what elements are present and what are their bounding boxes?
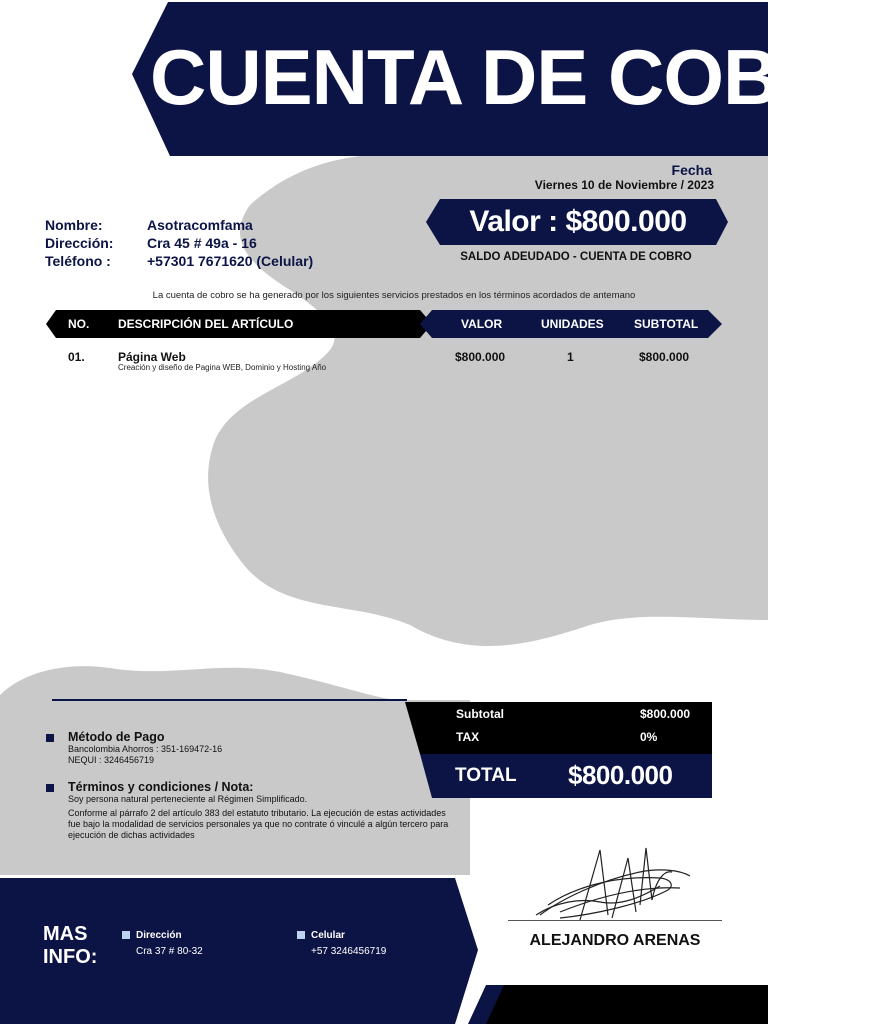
row-subtotal: $800.000 <box>639 350 690 364</box>
row-no: 01. <box>68 350 85 364</box>
tax-label: TAX <box>456 730 480 744</box>
col-header-subtotal: SUBTOTAL <box>634 317 699 331</box>
signature-line <box>508 920 722 921</box>
client-address: Cra 45 # 49a - 16 <box>147 235 257 251</box>
row-value: $800.000 <box>455 350 506 364</box>
terms-paragraph: Conforme al párrafo 2 del artículo 383 del estatuto tributario. La ejecución de estas actividades fue bajo la modalidad de servicios personales ya que no contrate ó vinculé a algún tercero para ejecución de dichas actividades <box>68 808 449 840</box>
row-item: Página Web <box>118 350 186 364</box>
subtotal-value: $800.000 <box>640 707 691 721</box>
date-label: Fecha <box>671 162 712 178</box>
terms-line-1: Soy persona natural perteneciente al Régimen Simplificado. <box>68 794 308 804</box>
client-phone-label: Teléfono : <box>45 253 111 269</box>
payment-line-1: Bancolombia Ahorros : 351-169472-16 <box>68 744 223 754</box>
date-value: Viernes 10 de Noviembre / 2023 <box>534 178 714 192</box>
terms-title: Términos y condiciones / Nota: <box>68 780 254 794</box>
phone-bullet-icon <box>297 931 305 939</box>
signature-name: ALEJANDRO ARENAS <box>529 932 701 949</box>
payment-title: Método de Pago <box>68 730 165 744</box>
client-name: Asotracomfama <box>147 217 253 233</box>
payment-line-2: NEQUI : 3246456719 <box>68 755 155 765</box>
total-value: $800.000 <box>568 760 673 790</box>
col-header-description: DESCRIPCIÓN DEL ARTÍCULO <box>118 317 294 331</box>
footer-stripe-black <box>486 985 768 1024</box>
subtotal-label: Subtotal <box>456 707 504 721</box>
total-label: TOTAL <box>455 765 517 786</box>
row-units: 1 <box>567 350 574 364</box>
divider-line <box>52 699 407 701</box>
amount-banner-text: Valor : $800.000 <box>469 205 687 238</box>
row-detail: Creación y diseño de Pagina WEB, Dominio y Hosting Año <box>118 363 327 372</box>
signature-scribble <box>536 848 690 920</box>
amount-caption: SALDO ADEUDADO - CUENTA DE COBRO <box>460 251 692 263</box>
intro-text: La cuenta de cobro se ha generado por los siguientes servicios prestados en los términos acordados de antemano <box>152 290 636 301</box>
gray-blob-bottom <box>0 666 470 875</box>
client-phone: +57301 7671620 (Celular) <box>147 253 314 269</box>
col-header-value: VALOR <box>461 317 503 331</box>
col-header-no: NO. <box>68 317 90 331</box>
document-title: CUENTA DE COBRO <box>150 33 893 121</box>
terms-bullet-icon <box>46 784 54 792</box>
footer-phone: +57 3246456719 <box>311 946 387 957</box>
col-header-units: UNIDADES <box>541 317 604 331</box>
client-address-label: Dirección: <box>45 235 114 251</box>
address-bullet-icon <box>122 931 130 939</box>
tax-value: 0% <box>640 730 658 744</box>
footer-phone-label: Celular <box>311 930 345 941</box>
footer-address: Cra 37 # 80-32 <box>136 946 203 957</box>
more-info-heading: MAS INFO: <box>43 923 98 968</box>
footer-address-label: Dirección <box>136 930 182 941</box>
client-name-label: Nombre: <box>45 217 103 233</box>
payment-bullet-icon <box>46 734 54 742</box>
